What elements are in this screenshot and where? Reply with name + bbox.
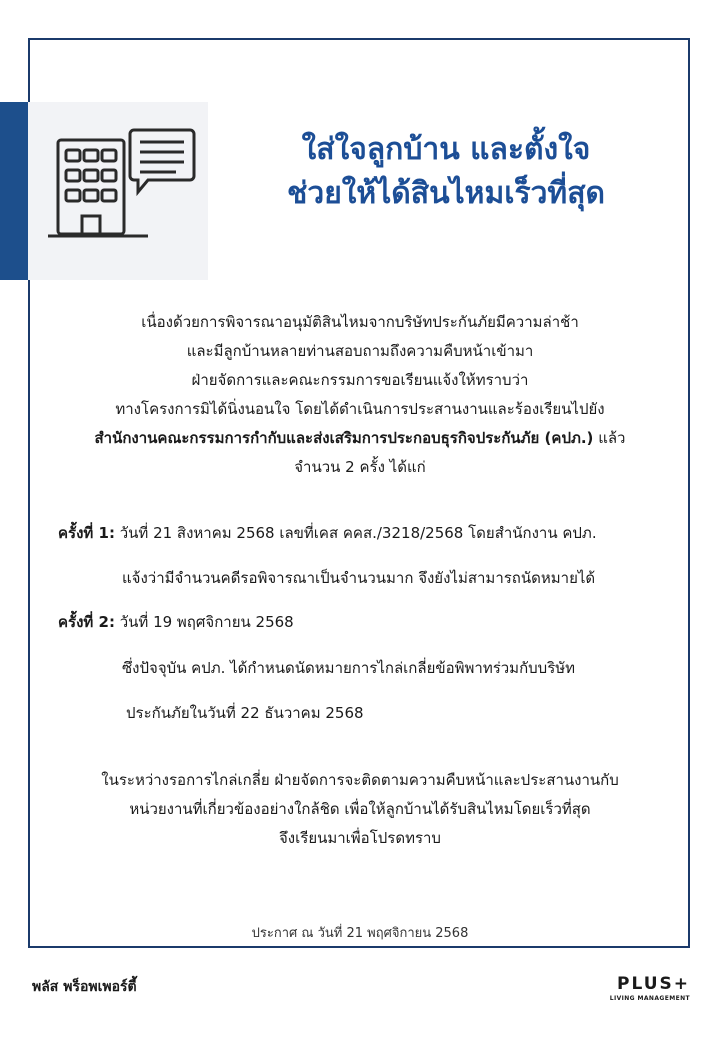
icon-panel (28, 102, 208, 280)
intro-line: จำนวน 2 ครั้ง ได้แก่ (294, 458, 426, 476)
announcement-date: ประกาศ ณ วันที่ 21 พฤศจิกายน 2568 (251, 926, 469, 941)
headline (222, 128, 670, 216)
intro-line: ฝ่ายจัดการและคณะกรรมการขอเรียนแจ้งให้ทราบว่า (191, 371, 529, 389)
item-1-detail: แจ้งว่ามีจำนวนคดีรอพิจารณาเป็นจำนวนมาก จึงยังไม่สามารถนัดหมายได้ (122, 569, 596, 587)
item-2-heading (58, 609, 294, 635)
agency-name: สำนักงานคณะกรรมการกำกับและส่งเสริมการประกอบธุรกิจประกันภัย (คปภ.) (94, 429, 594, 447)
company-logo (610, 974, 690, 1002)
logo-text: PLUS+ (617, 974, 690, 994)
item-2-label: ครั้งที่ 2: (58, 613, 115, 631)
accent-bar (0, 102, 28, 280)
item-1-label: ครั้งที่ 1: (58, 524, 115, 542)
closing-paragraph (40, 766, 680, 853)
intro-paragraph (40, 308, 680, 482)
intro-line: ทางโครงการมิได้นิ่งนอนใจ โดยได้ดำเนินการประสานงานและร้องเรียนไปยัง (115, 400, 605, 418)
intro-line-suffix: แล้ว (593, 429, 626, 447)
headline-line-2: ช่วยให้ได้สินไหมเร็วที่สุด (286, 176, 606, 211)
intro-line: และมีลูกบ้านหลายท่านสอบถามถึงความคืบหน้าเข้ามา (186, 342, 534, 360)
closing-line: จึงเรียนมาเพื่อโปรดทราบ (279, 829, 441, 847)
item-2-detail-line-2: ประกันภัยในวันที่ 22 ธันวาคม 2568 (126, 704, 364, 722)
company-name: พลัส พร็อพเพอร์ตี้ (32, 979, 137, 995)
intro-line-agency (40, 424, 680, 453)
logo-subtext: LIVING MANAGEMENT (609, 995, 690, 1002)
closing-line: ในระหว่างรอการไกล่เกลี่ย ฝ่ายจัดการจะติดตามความคืบหน้าและประสานงานกับ (101, 771, 619, 789)
closing-line: หน่วยงานที่เกี่ยวข้องอย่างใกล้ชิด เพื่อให้ลูกบ้านได้รับสินไหมโดยเร็วที่สุด (129, 800, 591, 818)
item-2-text: วันที่ 19 พฤศจิกายน 2568 (114, 613, 294, 631)
item-2-detail-line-1: ซึ่งปัจจุบัน คปภ. ได้กำหนดนัดหมายการไกล่เกลี่ยข้อพิพาทร่วมกับบริษัท (122, 659, 576, 677)
headline-line-1: ใส่ใจลูกบ้าน และตั้งใจ (301, 132, 591, 167)
intro-line: เนื่องด้วยการพิจารณาอนุมัติสินไหมจากบริษัทประกันภัยมีความล่าช้า (141, 313, 579, 331)
office-building-icon (46, 126, 196, 256)
item-1-text: วันที่ 21 สิงหาคม 2568 เลขที่เคส คคส./3218/2568 โดยสำนักงาน คปภ. (114, 524, 597, 542)
item-1-heading (58, 520, 597, 546)
